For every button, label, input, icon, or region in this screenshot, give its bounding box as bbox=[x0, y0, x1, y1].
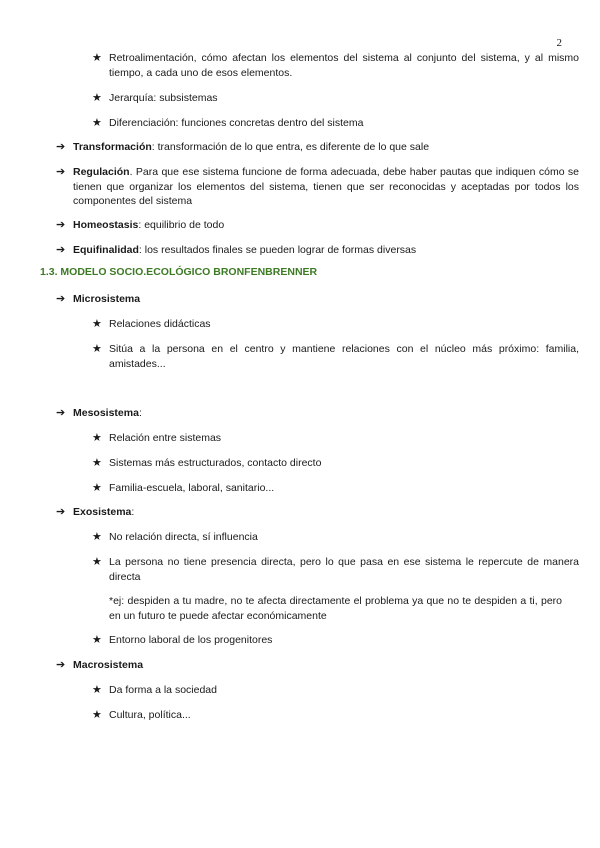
arrow-bullet-icon: ➔ bbox=[56, 219, 66, 231]
list-item-micro-1: ★ Relaciones didácticas bbox=[92, 318, 211, 330]
arrow-bullet-icon: ➔ bbox=[56, 244, 66, 256]
list-item-exosistema: ➔ Exosistema: bbox=[56, 506, 135, 518]
star-bullet-icon: ★ bbox=[92, 709, 102, 721]
list-item-homeostasis: ➔ Homeostasis: equilibrio de todo bbox=[56, 219, 225, 231]
star-bullet-icon: ★ bbox=[92, 92, 102, 104]
list-item-mesosistema: ➔ Mesosistema: bbox=[56, 407, 142, 419]
list-item-macro-1: ★ Da forma a la sociedad bbox=[92, 684, 217, 696]
star-bullet-icon: ★ bbox=[92, 531, 102, 543]
list-item-macro-2: ★ Cultura, política... bbox=[92, 709, 191, 721]
arrow-bullet-icon: ➔ bbox=[56, 407, 66, 419]
list-item-meso-1: ★ Relación entre sistemas bbox=[92, 432, 222, 444]
list-item-diferenciacion: ★ Diferenciación: funciones concretas dentro del sistema bbox=[92, 117, 364, 129]
list-item-meso-2: ★ Sistemas más estructurados, contacto directo bbox=[92, 457, 322, 469]
arrow-bullet-icon: ➔ bbox=[56, 293, 66, 305]
arrow-bullet-icon: ➔ bbox=[56, 506, 66, 518]
list-item-exo-3: ★ Entorno laboral de los progenitores bbox=[92, 634, 273, 646]
page-number: 2 bbox=[556, 37, 562, 49]
star-bullet-icon: ★ bbox=[92, 684, 102, 696]
star-bullet-icon: ★ bbox=[92, 556, 102, 568]
list-item-micro-2: ★ Sitúa a la persona en el centro y mantiene relaciones con el núcleo más próximo: familia, amistades... bbox=[92, 343, 579, 370]
star-bullet-icon: ★ bbox=[92, 117, 102, 129]
arrow-bullet-icon: ➔ bbox=[56, 166, 66, 178]
section-heading: 1.3. MODELO SOCIO.ECOLÓGICO BRONFENBRENNER bbox=[40, 266, 318, 278]
list-item-regulacion: ➔ Regulación. Para que ese sistema funcione de forma adecuada, debe haber pautas que indiquen cómo se tienen que organizar los elementos del sistema, tienen que ser reconocidas y aceptadas por todos los componentes del sistema bbox=[56, 166, 579, 207]
list-item-meso-3: ★ Familia-escuela, laboral, sanitario... bbox=[92, 482, 275, 494]
list-item-jerarquia: ★ Jerarquía: subsistemas bbox=[92, 92, 218, 104]
list-item-exo-2: ★ La persona no tiene presencia directa, pero lo que pasa en ese sistema le repercute de manera directa bbox=[92, 556, 579, 583]
arrow-bullet-icon: ➔ bbox=[56, 141, 66, 153]
list-item-macrosistema: ➔ Macrosistema bbox=[56, 659, 144, 671]
star-bullet-icon: ★ bbox=[92, 634, 102, 646]
star-bullet-icon: ★ bbox=[92, 343, 102, 355]
list-item-transformacion: ➔ Transformación: transformación de lo que entra, es diferente de lo que sale bbox=[56, 141, 430, 153]
list-item-microsistema: ➔ Microsistema bbox=[56, 293, 141, 305]
list-item-exo-1: ★ No relación directa, sí influencia bbox=[92, 531, 258, 543]
example-note: *ej: despiden a tu madre, no te afecta directamente el problema ya que no te despiden a ti, pero en un futuro te puede afectar económicamente bbox=[109, 595, 562, 622]
star-bullet-icon: ★ bbox=[92, 318, 102, 330]
star-bullet-icon: ★ bbox=[92, 457, 102, 469]
list-item-retroalimentacion: ★ Retroalimentación, cómo afectan los elementos del sistema al conjunto del sistema, y al mismo tiempo, a cada uno de esos elementos. bbox=[92, 52, 579, 79]
arrow-bullet-icon: ➔ bbox=[56, 659, 66, 671]
star-bullet-icon: ★ bbox=[92, 52, 102, 64]
star-bullet-icon: ★ bbox=[92, 432, 102, 444]
star-bullet-icon: ★ bbox=[92, 482, 102, 494]
list-item-equifinalidad: ➔ Equifinalidad: los resultados finales se pueden lograr de formas diversas bbox=[56, 244, 417, 256]
